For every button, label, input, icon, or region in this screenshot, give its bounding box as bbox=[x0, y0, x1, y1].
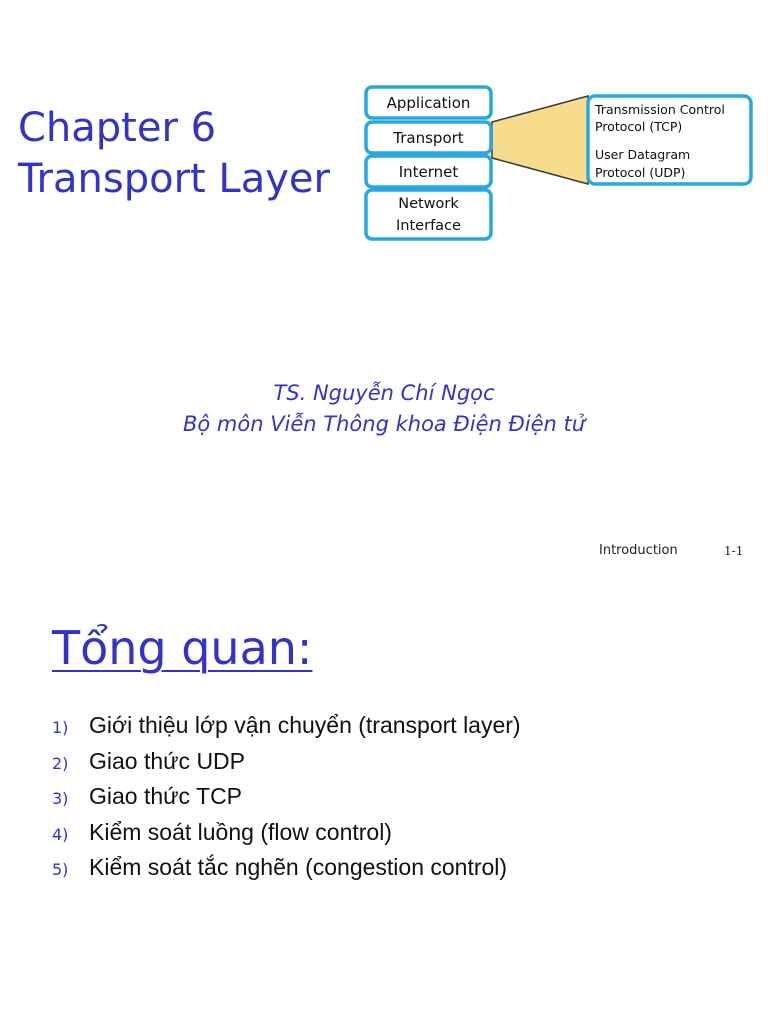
list-item-text: Giới thiệu lớp vận chuyển (transport layer) bbox=[89, 712, 521, 738]
layer-network-interface bbox=[366, 190, 491, 239]
list-item-number: 4) bbox=[52, 824, 69, 844]
list-item-number: 3) bbox=[52, 789, 69, 808]
slide-2 bbox=[0, 580, 768, 1024]
list-item-number: 5) bbox=[52, 860, 69, 879]
udp-label-line1: User Datagram bbox=[595, 147, 691, 162]
layer-internet-label: Internet bbox=[398, 163, 459, 181]
layer-transport bbox=[366, 122, 491, 153]
department-name: Bộ môn Viễn Thông khoa Điện Điện tử bbox=[182, 412, 586, 436]
author-name: TS. Nguyễn Chí Ngọc bbox=[273, 381, 495, 405]
list-item bbox=[52, 712, 521, 748]
list-item-text: Kiểm soát luồng (flow control) bbox=[89, 818, 392, 845]
title-line-1: Chapter 6 bbox=[18, 105, 217, 151]
layer-transport-label: Transport bbox=[393, 129, 464, 147]
udp-label-line2: Protocol (UDP) bbox=[595, 165, 686, 180]
list-item bbox=[52, 854, 521, 890]
layer-internet bbox=[366, 156, 491, 187]
list-item-text: Giao thức TCP bbox=[89, 783, 243, 809]
transport-connector bbox=[492, 96, 588, 184]
layer-application bbox=[366, 87, 491, 118]
tcp-label-line1: Transmission Control bbox=[595, 102, 725, 117]
protocol-box bbox=[588, 96, 751, 184]
list-item bbox=[52, 819, 521, 855]
layer-interface-label: Interface bbox=[396, 218, 461, 234]
tcp-label-line2: Protocol (TCP) bbox=[595, 119, 683, 134]
footer-title: Introduction bbox=[599, 543, 678, 558]
list-item bbox=[52, 783, 521, 819]
list-item bbox=[52, 748, 521, 784]
list-item-text: Kiểm soát tắc nghẽn (congestion control) bbox=[89, 854, 508, 880]
title-line-2: Transport Layer bbox=[18, 156, 330, 202]
layer-network-label: Network bbox=[398, 196, 459, 212]
list-item-text: Giao thức UDP bbox=[89, 747, 246, 774]
layer-application-label: Application bbox=[386, 94, 471, 112]
tcp-ip-stack-diagram bbox=[360, 84, 760, 244]
list-item-number: 1) bbox=[52, 718, 69, 737]
outline-list bbox=[52, 712, 521, 890]
slide-heading: Tổng quan: bbox=[52, 621, 313, 675]
list-item-number: 2) bbox=[52, 753, 69, 773]
page-number: 1-1 bbox=[724, 544, 744, 558]
